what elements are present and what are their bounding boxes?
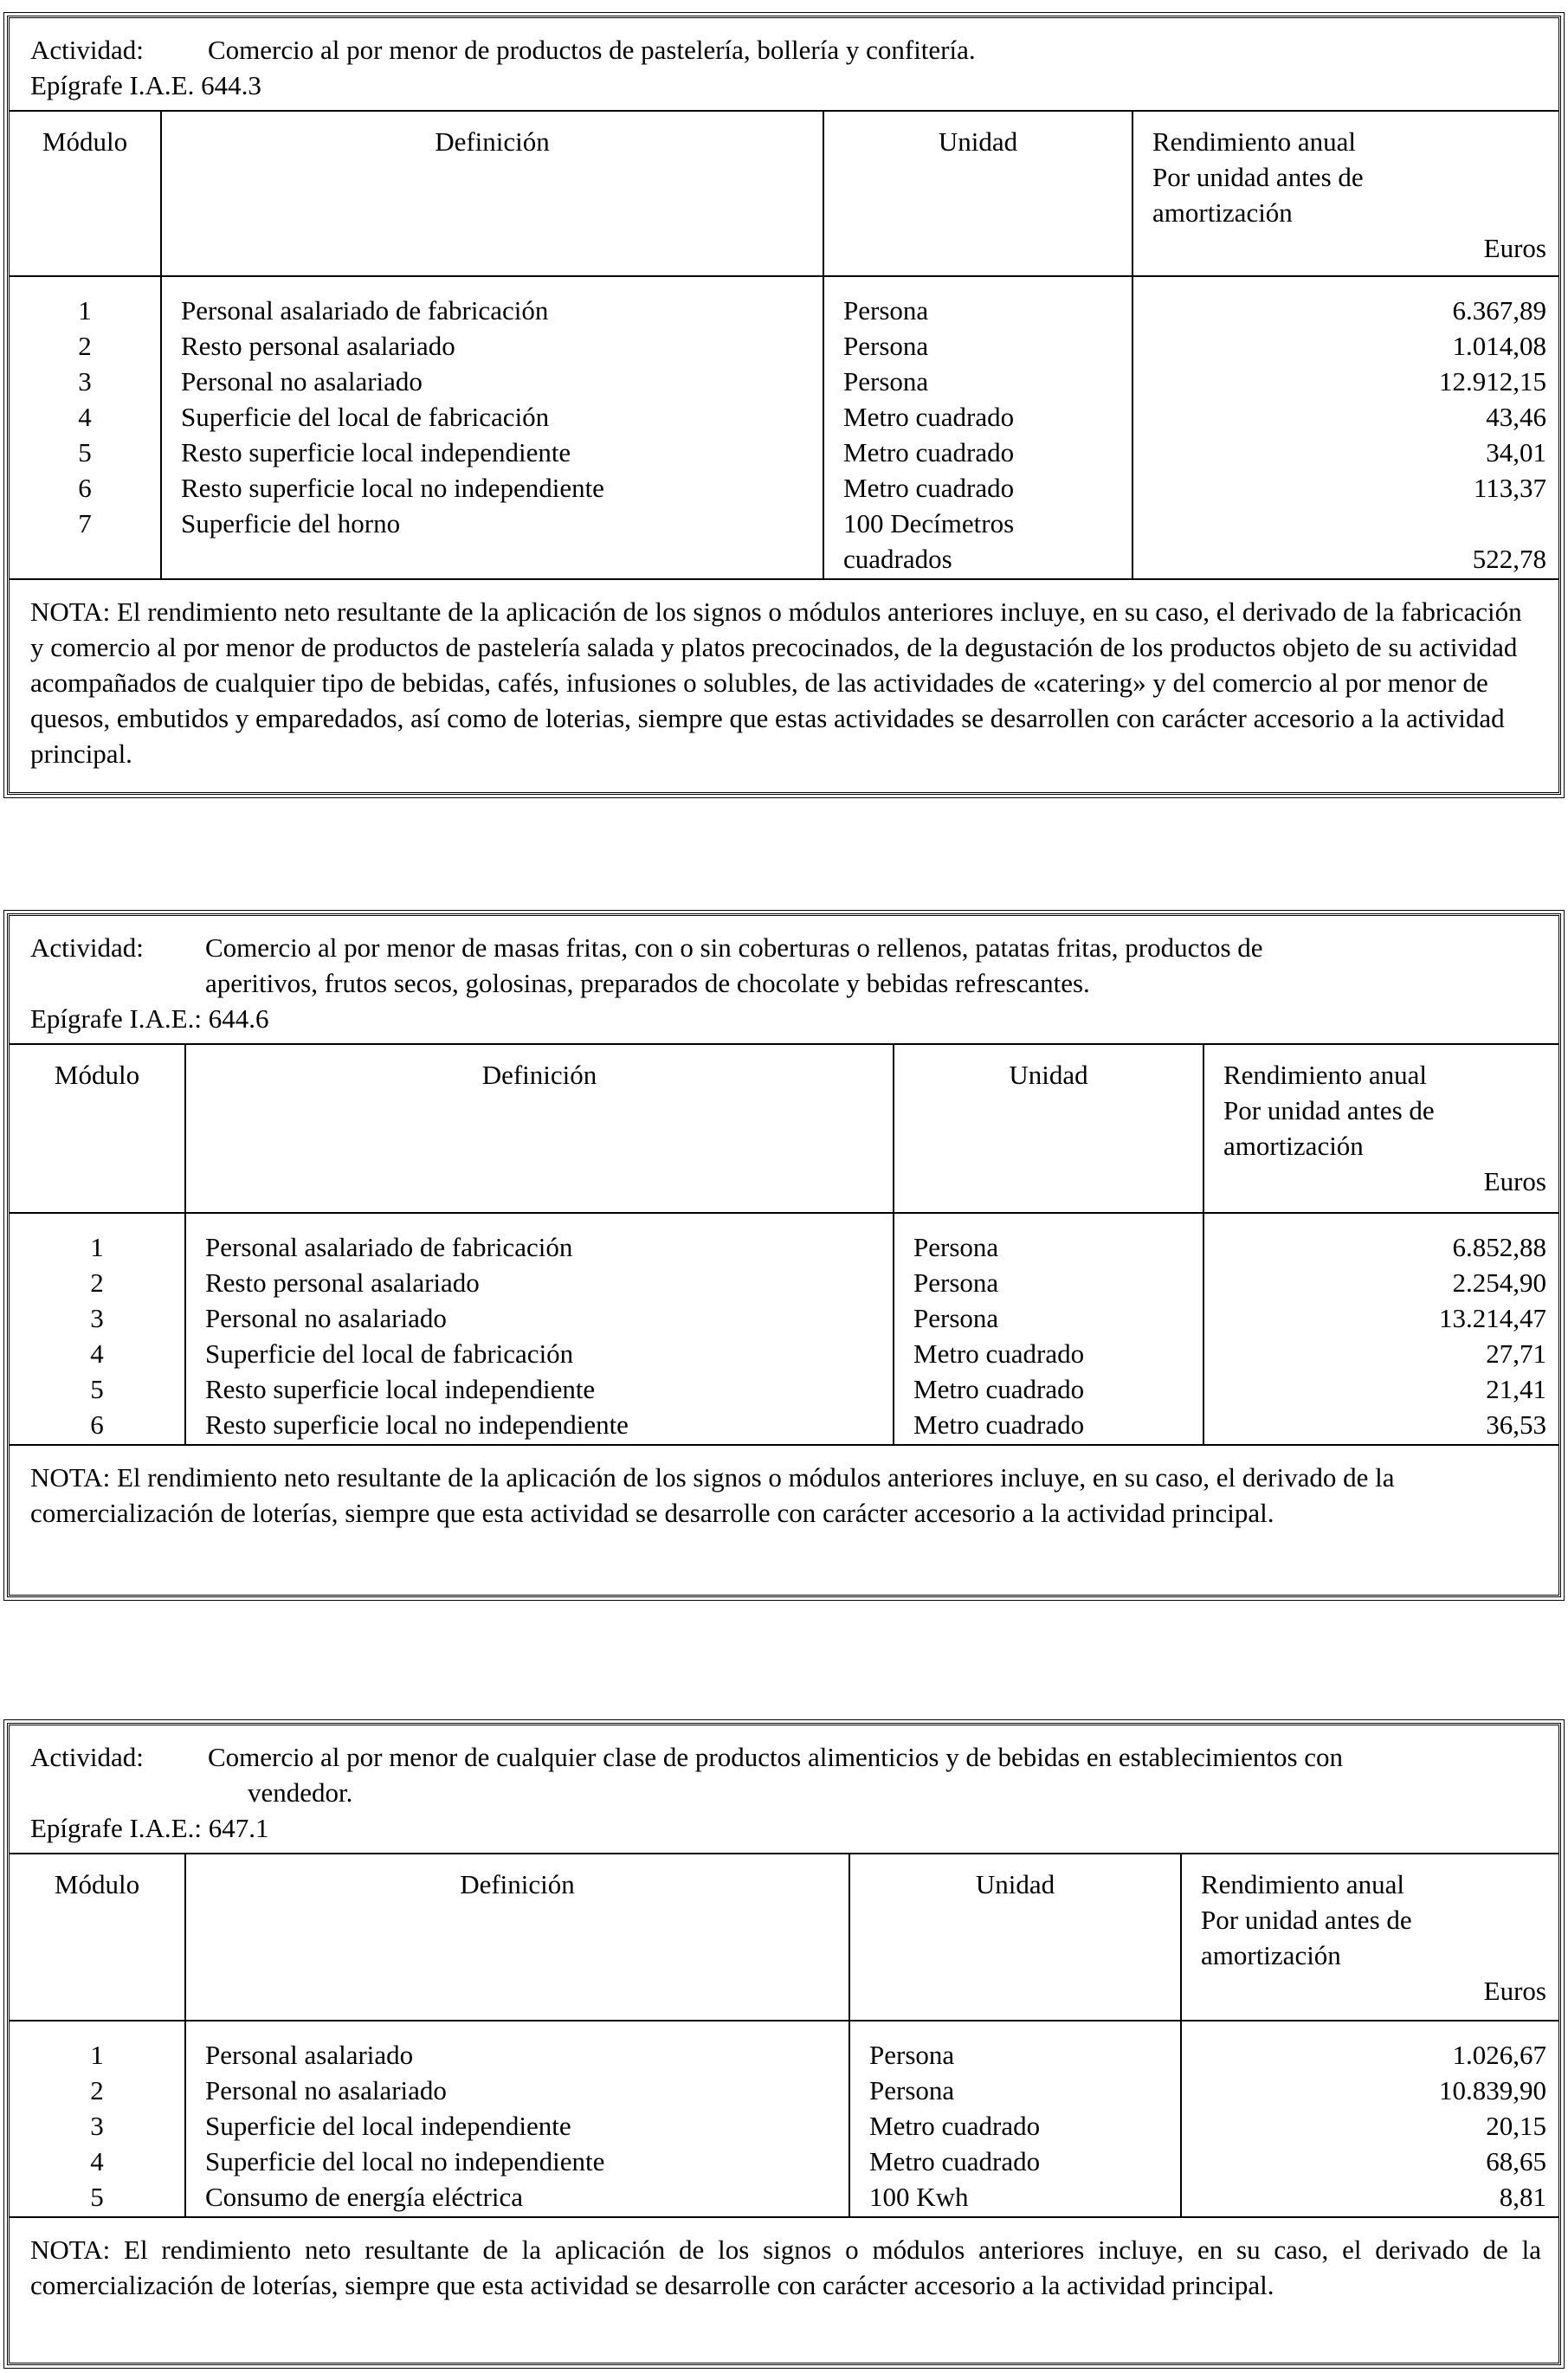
table-row: 2 Resto personal asalariado Persona 1.014,08 [10,328,1558,364]
modules-table [10,112,1558,578]
table-row: 2 Resto personal asalariado Persona 2.254,90 [10,1265,1558,1300]
table-row: 5 Consumo de energía eléctrica 100 Kwh 8,81 [10,2179,1558,2216]
header-modulo: Módulo [10,1854,185,2021]
activity-block-647-1 [7,1723,1561,2365]
header-euros: Euros [1483,1976,1546,2006]
header-euros: Euros [1483,1166,1546,1196]
table-row: 1 Personal asalariado Persona 1.026,67 [10,2021,1558,2073]
activity-label: Actividad: [30,932,144,963]
activity-block-644-6 [7,913,1561,1597]
table-row: 3 Personal no asalariado Persona 13.214,47 [10,1300,1558,1336]
table-row: 5 Resto superficie local independiente Metro cuadrado 34,01 [10,435,1558,470]
header-definicion: Definición [185,1045,894,1213]
activity-label: Actividad: [30,1742,144,1772]
table-row: 4 Superficie del local de fabricación Metro cuadrado 27,71 [10,1336,1558,1371]
header-unidad: Unidad [823,112,1132,276]
table-row: 5 Resto superficie local independiente Metro cuadrado 21,41 [10,1371,1558,1407]
epigrafe: Epígrafe I.A.E. 644.3 [30,70,261,100]
table-row: 1 Personal asalariado de fabricación Persona 6.367,89 [10,276,1558,328]
table-row: 2 Personal no asalariado Persona 10.839,90 [10,2073,1558,2108]
table-row: 7 Superficie del horno 100 Decímetros cuadrados 522,78 [10,506,1558,578]
header-modulo: Módulo [10,1045,185,1213]
header-euros: Euros [1483,233,1546,263]
header-definicion: Definición [161,112,823,276]
header-rendimiento: Rendimiento anual Por unidad antes de amortización Euros [1203,1045,1558,1213]
table-row: 3 Superficie del local independiente Metro cuadrado 20,15 [10,2108,1558,2144]
nota: NOTA: El rendimiento neto resultante de la aplicación de los signos o módulos anteriores incluye, en su caso, el derivado de la comercialización de loterías, siempre que esta actividad se desarrolle con carácter accesorio a la actividad principal. [10,2216,1558,2312]
activity-description: Comercio al por menor de productos de pastelería, bollería y confitería. [208,35,976,65]
table-row: 4 Superficie del local no independiente Metro cuadrado 68,65 [10,2144,1558,2179]
activity-description: Comercio al por menor de masas fritas, con o sin coberturas o rellenos, patatas fritas, productos de aperitivos, frutos secos, golosinas, preparados de chocolate y bebidas refrescantes. [205,932,1263,998]
epigrafe: Epígrafe I.A.E.: 647.1 [30,1813,269,1843]
nota: NOTA: El rendimiento neto resultante de la aplicación de los signos o módulos anteriores incluye, en su caso, el derivado de la fabricación y comercio al por menor de productos de pastelería salada y platos precocinados, de la degustación de los productos objeto de su actividad acompañados de cualquier tipo de bebidas, cafés, infusiones o solubles, de las actividades de «catering» y del comercio al por menor de quesos, embutidos y emparedados, así como de loterias, siempre que estas actividades se desarrollen con carácter accesorio a la actividad principal. [10,578,1558,780]
activity-header [10,916,1558,1045]
activity-block-644-3 [7,16,1561,795]
header-modulo: Módulo [10,112,161,276]
activity-header [10,1725,1558,1854]
activity-header [10,18,1558,112]
modules-table [10,1045,1558,1444]
activity-label: Actividad: [30,35,144,65]
table-row: 6 Resto superficie local no independiente Metro cuadrado 36,53 [10,1407,1558,1444]
table-row: 3 Personal no asalariado Persona 12.912,15 [10,364,1558,399]
table-row: 1 Personal asalariado de fabricación Persona 6.852,88 [10,1213,1558,1265]
header-rendimiento: Rendimiento anual Por unidad antes de amortización Euros [1181,1854,1558,2021]
nota: NOTA: El rendimiento neto resultante de la aplicación de los signos o módulos anteriores incluye, en su caso, el derivado de la comercialización de loterías, siempre que esta actividad se desarrolle con carácter accesorio a la actividad principal. [10,1444,1558,1539]
header-unidad: Unidad [849,1854,1181,2021]
table-row: 6 Resto superficie local no independiente Metro cuadrado 113,37 [10,470,1558,506]
modules-table [10,1854,1558,2216]
header-definicion: Definición [185,1854,849,2021]
header-rendimiento: Rendimiento anual Por unidad antes de amortización Euros [1132,112,1558,276]
header-unidad: Unidad [894,1045,1203,1213]
epigrafe: Epígrafe I.A.E.: 644.6 [30,1003,269,1034]
table-row: 4 Superficie del local de fabricación Metro cuadrado 43,46 [10,399,1558,435]
activity-description: Comercio al por menor de cualquier clase de productos alimenticios y de bebidas en establecimientos con vendedor. [208,1742,1344,1808]
